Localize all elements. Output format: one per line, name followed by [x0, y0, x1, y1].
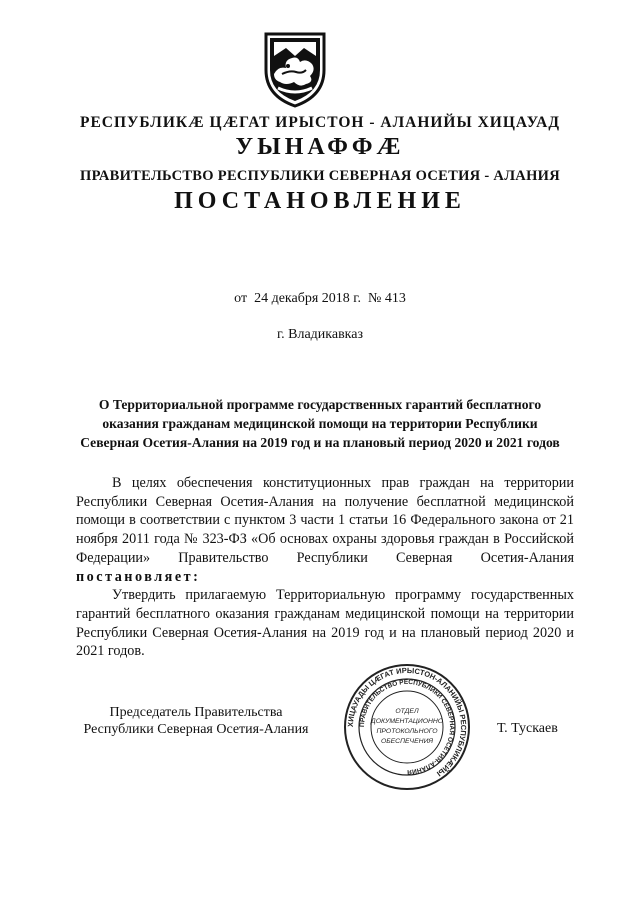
signatory-name: Т. Тускаев — [497, 721, 558, 736]
stamp-center-line-4: ОБЕСПЕЧЕНИЯ — [380, 738, 434, 745]
document-number: 413 — [384, 291, 406, 306]
date-prefix: от — [234, 291, 248, 306]
number-sign: № — [367, 291, 382, 306]
stamp-center-line-2: ДОКУМЕНТАЦИОННО — [370, 718, 444, 725]
body-paragraph-1 — [76, 474, 574, 586]
decree-word: постановляет: — [76, 568, 201, 585]
stamp-inner-text: ПРАВИТЕЛЬСТВО РЕСПУБЛИКИ СЕВЕРНАЯ ОСЕТИЯ-АЛАНИЯ — [358, 678, 456, 776]
stamp-center-line-1: ОТДЕЛ — [395, 708, 419, 715]
header-ossetian-government: РЕСПУБЛИКÆ ЦÆГАТ ИРЫСТОН - АЛАНИЙЫ ХИЦАУАД — [80, 114, 560, 131]
stamp-center-line-3: ПРОТОКОЛЬНОГО — [376, 728, 438, 735]
stamp-outer-text: ХИЦАУАДЫ ЦÆГАТ ИРЫСТОН-АЛАНИЙЫ РЕСПУБЛИКÆЙЫ — [345, 665, 469, 779]
body-paragraph-2: Утвердить прилагаемую Территориальную программу государственных гарантий бесплатного оказания гражданам медицинской помощи на территории Республики Северная Осетия-Алания на 2019 год и на плановый период 2020 и 2021 годов. — [76, 587, 574, 660]
document-subject: О Территориальной программе государственных гарантий бесплатного оказания гражданам медицинской помощи на территории Республики Северная Осетия-Алания на 2019 год и на плановый период 2020 и 2021 годов — [80, 397, 560, 450]
signature-position-line-1: Председатель Правительства — [109, 705, 283, 720]
document-city: г. Владикавказ — [276, 327, 364, 342]
header-ossetian-decree: УЫНАФФÆ — [235, 134, 405, 160]
document-type-title: ПОСТАНОВЛЕНИЕ — [174, 188, 466, 214]
document-date-line — [0, 291, 640, 307]
header-russian-government: ПРАВИТЕЛЬСТВО РЕСПУБЛИКИ СЕВЕРНАЯ ОСЕТИЯ - АЛАНИЯ — [79, 168, 560, 184]
signature-position — [76, 704, 316, 738]
official-stamp — [342, 663, 472, 791]
coat-of-arms-icon — [260, 30, 330, 108]
body-paragraph-1-text: В целях обеспечения конституционных прав граждан на территории Республики Северная Осетия-Алания на получение бесплатной медицинской помощи в соответствии с пунктом 3 части 1 статьи 16 Федерального закона от 21 ноября 2011 года № 323-ФЗ «Об основах охраны здоровья граждан в Российской Федерации» Правительство Республики Северная Осетия-Алания — [76, 475, 574, 566]
signature-position-line-2: Республики Северная Осетия-Алания — [83, 722, 309, 737]
document-body — [76, 474, 574, 661]
document-date: 24 декабря 2018 г. — [254, 291, 361, 306]
